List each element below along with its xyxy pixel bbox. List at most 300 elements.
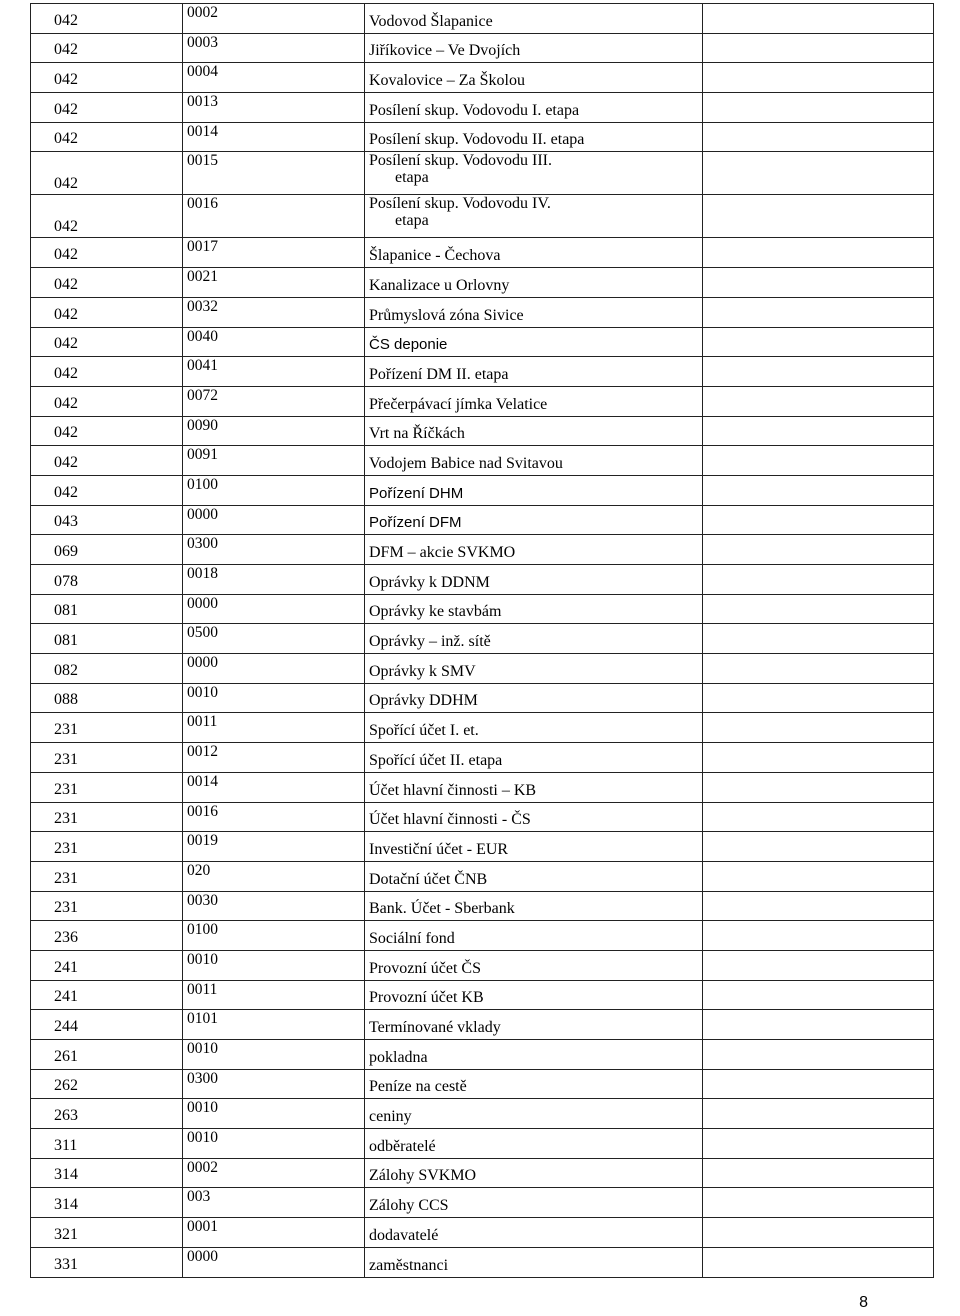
empty-cell <box>703 357 934 387</box>
analytic-account-cell <box>183 683 365 713</box>
table-row <box>31 1247 934 1277</box>
synthetic-account: 042 <box>54 246 78 264</box>
synthetic-account-cell <box>31 861 183 891</box>
account-name: Termínované vklady <box>369 1019 501 1036</box>
account-name: odběratelé <box>369 1137 436 1155</box>
analytic-account: 0002 <box>187 4 218 21</box>
analytic-account-cell <box>183 743 365 773</box>
synthetic-account: 244 <box>54 1018 78 1035</box>
synthetic-account: 042 <box>54 175 78 193</box>
synthetic-account-cell <box>31 4 183 34</box>
synthetic-account-cell <box>31 921 183 951</box>
analytic-account: 0011 <box>187 980 218 998</box>
analytic-account: 0500 <box>187 624 218 642</box>
account-name-cell <box>365 1188 703 1218</box>
analytic-account-cell <box>183 1129 365 1159</box>
analytic-account: 0072 <box>187 386 218 404</box>
account-name-cell <box>365 505 703 535</box>
empty-cell <box>703 4 934 34</box>
synthetic-account-cell <box>31 1010 183 1040</box>
account-name: Spořící účet I. et. <box>369 722 479 740</box>
analytic-account: 0010 <box>187 950 218 968</box>
analytic-account-cell <box>183 152 365 195</box>
table-row <box>31 4 934 34</box>
analytic-account-cell <box>183 416 365 446</box>
synthetic-account-cell <box>31 152 183 195</box>
table-row <box>31 861 934 891</box>
account-name-cell <box>365 297 703 327</box>
synthetic-account-cell <box>31 268 183 298</box>
account-name: Oprávky k SMV <box>369 662 476 680</box>
synthetic-account: 042 <box>54 11 78 29</box>
table-row <box>31 535 934 565</box>
analytic-account: 0032 <box>187 297 218 315</box>
analytic-account-cell <box>183 1010 365 1040</box>
analytic-account-cell <box>183 446 365 476</box>
analytic-account-cell <box>183 238 365 268</box>
account-name: Kovalovice – Za Školou <box>369 72 525 90</box>
account-name: zaměstnanci <box>369 1256 449 1274</box>
synthetic-account-cell <box>31 654 183 684</box>
synthetic-account: 231 <box>54 899 78 917</box>
empty-cell <box>703 891 934 921</box>
account-name-cell <box>365 63 703 93</box>
synthetic-account: 042 <box>54 305 78 323</box>
table-row <box>31 594 934 624</box>
analytic-account-cell <box>183 1188 365 1218</box>
account-name: Přečerpávací jímka Velatice <box>369 395 548 413</box>
table-row <box>31 386 934 416</box>
analytic-account: 0010 <box>187 683 218 701</box>
account-name-cell <box>365 238 703 268</box>
account-name: Pořízení DM II. etapa <box>369 365 509 383</box>
analytic-account: 0100 <box>187 921 218 939</box>
analytic-account-cell <box>183 1158 365 1188</box>
account-name: Posílení skup. Vodovodu I. etapa <box>369 101 580 119</box>
synthetic-account: 231 <box>54 750 78 768</box>
account-name-cell <box>365 1129 703 1159</box>
synthetic-account: 261 <box>54 1047 78 1065</box>
synthetic-account-cell <box>31 1099 183 1129</box>
analytic-account-cell <box>183 505 365 535</box>
analytic-account: 0000 <box>187 505 218 523</box>
empty-cell <box>703 505 934 535</box>
analytic-account-cell <box>183 980 365 1010</box>
analytic-account: 0015 <box>187 152 218 170</box>
analytic-account: 0000 <box>187 594 218 612</box>
analytic-account-cell <box>183 268 365 298</box>
analytic-account-cell <box>183 594 365 624</box>
analytic-account-cell <box>183 1247 365 1277</box>
table-row <box>31 1188 934 1218</box>
account-name-cell <box>365 1218 703 1248</box>
account-name-cell <box>365 386 703 416</box>
analytic-account-cell <box>183 891 365 921</box>
empty-cell <box>703 1158 934 1188</box>
synthetic-account: 069 <box>54 543 78 560</box>
account-name-cell <box>365 713 703 743</box>
account-name-cell <box>365 152 703 195</box>
table-row <box>31 1218 934 1248</box>
account-name-cell <box>365 327 703 357</box>
analytic-account: 0021 <box>187 268 218 286</box>
synthetic-account: 042 <box>54 453 78 471</box>
table-row <box>31 565 934 595</box>
account-name-cell <box>365 93 703 123</box>
empty-cell <box>703 1247 934 1277</box>
table-row <box>31 122 934 152</box>
analytic-account: 0001 <box>187 1218 218 1236</box>
account-name-cell <box>365 1247 703 1277</box>
table-row <box>31 446 934 476</box>
analytic-account: 0041 <box>187 357 218 375</box>
empty-cell <box>703 122 934 152</box>
account-table-body <box>31 4 934 1278</box>
empty-cell <box>703 624 934 654</box>
account-name: Pořízení DHM <box>369 484 464 502</box>
synthetic-account: 241 <box>54 958 78 976</box>
empty-cell <box>703 1129 934 1159</box>
account-name: Zálohy SVKMO <box>369 1167 477 1185</box>
empty-cell <box>703 152 934 195</box>
analytic-account-cell <box>183 386 365 416</box>
synthetic-account: 262 <box>54 1077 78 1095</box>
table-row <box>31 1099 934 1129</box>
synthetic-account-cell <box>31 122 183 152</box>
analytic-account-cell <box>183 475 365 505</box>
account-name-cell <box>365 1040 703 1070</box>
analytic-account-cell <box>183 654 365 684</box>
synthetic-account-cell <box>31 832 183 862</box>
synthetic-account-cell <box>31 505 183 535</box>
analytic-account-cell <box>183 802 365 832</box>
analytic-account-cell <box>183 63 365 93</box>
account-name-cell <box>365 950 703 980</box>
synthetic-account: 042 <box>54 130 78 148</box>
account-name-cell <box>365 1099 703 1129</box>
account-name: Bank. Účet - Sberbank <box>369 900 515 918</box>
synthetic-account-cell <box>31 1069 183 1099</box>
table-row <box>31 238 934 268</box>
account-name-cell <box>365 1010 703 1040</box>
empty-cell <box>703 950 934 980</box>
empty-cell <box>703 416 934 446</box>
table-row <box>31 624 934 654</box>
analytic-account: 0016 <box>187 802 218 820</box>
analytic-account-cell <box>183 624 365 654</box>
synthetic-account-cell <box>31 1188 183 1218</box>
analytic-account: 0012 <box>187 743 218 761</box>
account-name: Průmyslová zóna Sivice <box>369 306 524 324</box>
account-name-cell <box>365 654 703 684</box>
table-row <box>31 505 934 535</box>
account-name: Provozní účet ČS <box>369 959 481 977</box>
empty-cell <box>703 594 934 624</box>
account-name-cell <box>365 33 703 63</box>
account-name: pokladna <box>369 1048 428 1066</box>
page-number: 8 <box>859 1294 868 1311</box>
synthetic-account-cell <box>31 357 183 387</box>
analytic-account-cell <box>183 950 365 980</box>
analytic-account-cell <box>183 1099 365 1129</box>
table-row <box>31 1069 934 1099</box>
empty-cell <box>703 1099 934 1129</box>
account-name: Zálohy CCS <box>369 1197 449 1215</box>
analytic-account-cell <box>183 1040 365 1070</box>
account-name: DFM – akcie SVKMO <box>369 544 516 561</box>
account-name-cell <box>365 357 703 387</box>
analytic-account: 0002 <box>187 1158 218 1176</box>
empty-cell <box>703 1010 934 1040</box>
synthetic-account: 081 <box>54 602 78 620</box>
empty-cell <box>703 386 934 416</box>
table-row <box>31 950 934 980</box>
analytic-account: 0101 <box>187 1010 218 1028</box>
account-name: Kanalizace u Orlovny <box>369 276 510 294</box>
table-row <box>31 1010 934 1040</box>
account-name-cell <box>365 4 703 34</box>
synthetic-account: 263 <box>54 1107 78 1125</box>
account-name-cell <box>365 1069 703 1099</box>
synthetic-account: 241 <box>54 988 78 1006</box>
analytic-account: 0004 <box>187 63 218 81</box>
synthetic-account-cell <box>31 683 183 713</box>
empty-cell <box>703 683 934 713</box>
analytic-account-cell <box>183 565 365 595</box>
synthetic-account-cell <box>31 950 183 980</box>
synthetic-account-cell <box>31 33 183 63</box>
synthetic-account-cell <box>31 1129 183 1159</box>
account-name: Účet hlavní činnosti – KB <box>369 781 537 799</box>
table-row <box>31 268 934 298</box>
synthetic-account: 311 <box>54 1136 78 1154</box>
table-row <box>31 1040 934 1070</box>
table-row <box>31 93 934 123</box>
synthetic-account-cell <box>31 565 183 595</box>
table-row <box>31 772 934 802</box>
table-row <box>31 1129 934 1159</box>
account-name-cell <box>365 475 703 505</box>
account-name: Peníze na cestě <box>369 1078 467 1096</box>
synthetic-account-cell <box>31 891 183 921</box>
analytic-account: 0010 <box>187 1040 218 1057</box>
synthetic-account-cell <box>31 475 183 505</box>
analytic-account: 0016 <box>187 195 218 213</box>
synthetic-account-cell <box>31 624 183 654</box>
synthetic-account-cell <box>31 238 183 268</box>
account-name: Jiříkovice – Ve Dvojích <box>369 42 521 60</box>
table-row <box>31 654 934 684</box>
analytic-account-cell <box>183 122 365 152</box>
synthetic-account: 321 <box>54 1225 78 1243</box>
table-row <box>31 416 934 446</box>
analytic-account: 0300 <box>187 535 218 553</box>
account-name: Investiční účet - EUR <box>369 840 509 858</box>
synthetic-account: 231 <box>54 810 78 828</box>
empty-cell <box>703 195 934 238</box>
table-row <box>31 297 934 327</box>
table-row <box>31 713 934 743</box>
table-row <box>31 802 934 832</box>
table-row <box>31 33 934 63</box>
empty-cell <box>703 238 934 268</box>
empty-cell <box>703 861 934 891</box>
account-name-cell <box>365 802 703 832</box>
table-row <box>31 743 934 773</box>
empty-cell <box>703 33 934 63</box>
synthetic-account-cell <box>31 297 183 327</box>
synthetic-account: 042 <box>54 218 78 236</box>
synthetic-account-cell <box>31 327 183 357</box>
empty-cell <box>703 63 934 93</box>
analytic-account-cell <box>183 535 365 565</box>
account-name: Provozní účet KB <box>369 989 484 1007</box>
synthetic-account-cell <box>31 195 183 238</box>
empty-cell <box>703 713 934 743</box>
empty-cell <box>703 921 934 951</box>
analytic-account-cell <box>183 93 365 123</box>
analytic-account: 0003 <box>187 33 218 51</box>
account-name-cell <box>365 446 703 476</box>
analytic-account: 003 <box>187 1188 211 1206</box>
empty-cell <box>703 772 934 802</box>
table-row <box>31 152 934 195</box>
account-name: Posílení skup. Vodovodu II. etapa <box>369 131 585 149</box>
account-name: dodavatelé <box>369 1226 439 1244</box>
analytic-account: 0011 <box>187 713 218 731</box>
synthetic-account-cell <box>31 63 183 93</box>
empty-cell <box>703 1040 934 1070</box>
synthetic-account: 088 <box>54 691 78 709</box>
analytic-account-cell <box>183 327 365 357</box>
account-name: Šlapanice - Čechova <box>369 247 501 265</box>
account-table <box>30 3 934 1278</box>
synthetic-account: 042 <box>54 275 78 293</box>
account-name-cell <box>365 921 703 951</box>
empty-cell <box>703 654 934 684</box>
account-name-cell <box>365 565 703 595</box>
table-row <box>31 921 934 951</box>
analytic-account-cell <box>183 861 365 891</box>
account-name: Oprávky ke stavbám <box>369 603 502 621</box>
account-name-cell <box>365 980 703 1010</box>
empty-cell <box>703 93 934 123</box>
empty-cell <box>703 1218 934 1248</box>
synthetic-account: 042 <box>54 483 78 501</box>
analytic-account-cell <box>183 357 365 387</box>
analytic-account: 0091 <box>187 446 218 464</box>
synthetic-account-cell <box>31 594 183 624</box>
empty-cell <box>703 980 934 1010</box>
account-name: Oprávky DDHM <box>369 692 478 710</box>
synthetic-account: 042 <box>54 100 78 118</box>
empty-cell <box>703 832 934 862</box>
account-name: Účet hlavní činnosti - ČS <box>369 811 531 829</box>
account-name: Vrt na Říčkách <box>369 425 465 443</box>
account-name-cell <box>365 268 703 298</box>
analytic-account: 0019 <box>187 832 218 850</box>
table-row <box>31 475 934 505</box>
analytic-account: 0090 <box>187 416 218 434</box>
synthetic-account-cell <box>31 802 183 832</box>
table-row <box>31 63 934 93</box>
empty-cell <box>703 446 934 476</box>
analytic-account: 0300 <box>187 1069 218 1087</box>
synthetic-account-cell <box>31 1247 183 1277</box>
synthetic-account: 043 <box>54 513 78 531</box>
analytic-account-cell <box>183 195 365 238</box>
account-name-cell <box>365 594 703 624</box>
account-name-cell <box>365 861 703 891</box>
synthetic-account: 231 <box>54 780 78 798</box>
synthetic-account: 236 <box>54 928 78 946</box>
analytic-account-cell <box>183 4 365 34</box>
account-name-cell <box>365 416 703 446</box>
analytic-account: 0010 <box>187 1099 218 1117</box>
synthetic-account-cell <box>31 980 183 1010</box>
synthetic-account-cell <box>31 535 183 565</box>
empty-cell <box>703 535 934 565</box>
analytic-account: 0040 <box>187 327 218 345</box>
account-name-cell <box>365 891 703 921</box>
account-name: ceniny <box>369 1108 412 1126</box>
account-name-continued: etapa <box>395 169 429 187</box>
account-name: Dotační účet ČNB <box>369 870 488 888</box>
analytic-account-cell <box>183 772 365 802</box>
account-name-cell <box>365 1158 703 1188</box>
empty-cell <box>703 297 934 327</box>
synthetic-account-cell <box>31 386 183 416</box>
analytic-account-cell <box>183 921 365 951</box>
synthetic-account-cell <box>31 713 183 743</box>
table-row <box>31 891 934 921</box>
synthetic-account: 081 <box>54 632 78 650</box>
analytic-account: 0000 <box>187 654 218 672</box>
table-row <box>31 1158 934 1188</box>
synthetic-account: 042 <box>54 424 78 442</box>
synthetic-account: 082 <box>54 661 78 679</box>
synthetic-account: 078 <box>54 572 78 590</box>
analytic-account: 0013 <box>187 93 218 111</box>
synthetic-account: 231 <box>54 869 78 887</box>
table-row <box>31 195 934 238</box>
table-row <box>31 327 934 357</box>
synthetic-account-cell <box>31 1158 183 1188</box>
synthetic-account: 042 <box>54 394 78 412</box>
synthetic-account: 314 <box>54 1196 78 1214</box>
empty-cell <box>703 743 934 773</box>
analytic-account-cell <box>183 33 365 63</box>
synthetic-account: 331 <box>54 1255 78 1273</box>
table-row <box>31 980 934 1010</box>
account-name-cell <box>365 624 703 654</box>
empty-cell <box>703 268 934 298</box>
synthetic-account-cell <box>31 743 183 773</box>
account-name-cell <box>365 122 703 152</box>
synthetic-account-cell <box>31 93 183 123</box>
analytic-account-cell <box>183 297 365 327</box>
account-name: Oprávky k DDNM <box>369 573 490 591</box>
analytic-account-cell <box>183 713 365 743</box>
account-name: Posílení skup. Vodovodu IV. <box>369 195 551 213</box>
synthetic-account-cell <box>31 772 183 802</box>
synthetic-account: 042 <box>54 364 78 382</box>
account-name: ČS deponie <box>369 336 448 354</box>
empty-cell <box>703 565 934 595</box>
account-name-cell <box>365 683 703 713</box>
analytic-account: 0014 <box>187 772 218 790</box>
synthetic-account: 231 <box>54 721 78 739</box>
